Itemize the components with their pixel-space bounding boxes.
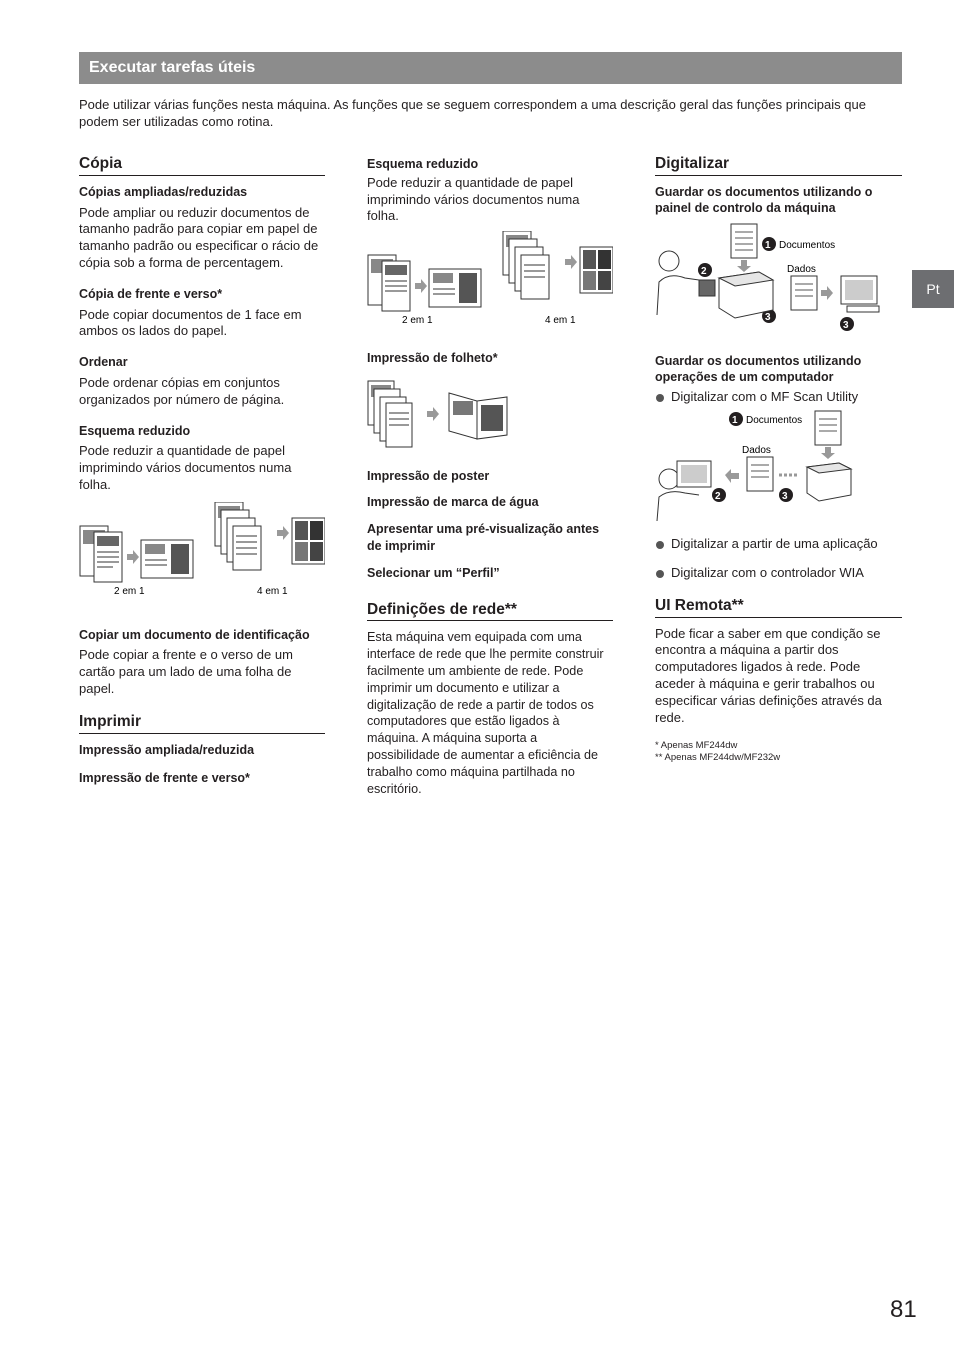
heading-imprimir: Imprimir [79, 714, 325, 734]
reduced-print-illustration [367, 231, 613, 331]
subheading: Impressão de marca de água [367, 495, 539, 510]
svg-text:3: 3 [843, 319, 849, 331]
paragraph: Pode copiar documentos de 1 face em ambos os lados do papel. [79, 306, 302, 339]
label-dados: Dados [742, 445, 771, 457]
svg-text:3: 3 [765, 311, 771, 323]
column-print-network [367, 156, 613, 811]
svg-text:2: 2 [715, 491, 721, 503]
heading-ui-remota: UI Remota** [655, 598, 902, 618]
label-4-em-1: 4 em 1 [257, 585, 288, 597]
subheading: Impressão de poster [367, 468, 490, 483]
page-number: 81 [890, 1296, 917, 1323]
subheading: Guardar os documentos utilizando operações de um computador [655, 353, 862, 384]
paragraph: Pode ampliar ou reduzir documentos de tamanho padrão para copiar em papel de tamanho padrão ou especificar o rácio de cópia sob a forma de percentagem. [79, 204, 319, 270]
booklet-illustration [367, 379, 613, 449]
bullet-item: Digitalizar a partir de uma aplicação [655, 536, 902, 553]
subheading: Guardar os documentos utilizando o painel de controlo da máquina [655, 184, 873, 215]
footnote: * Apenas MF244dw [655, 740, 738, 752]
two-in-one-figure [80, 526, 193, 597]
svg-text:1: 1 [732, 415, 738, 427]
four-in-one-figure [503, 231, 613, 326]
section-title: Executar tarefas úteis [89, 59, 256, 76]
four-in-one-figure [215, 502, 325, 597]
svg-text:2: 2 [701, 265, 707, 277]
subheading: Cópias ampliadas/reduzidas [79, 184, 248, 199]
subheading: Esquema reduzido [79, 423, 191, 438]
subheading: Impressão de frente e verso* [79, 771, 250, 786]
heading-digitalizar: Digitalizar [655, 156, 902, 176]
column-scan-remote [655, 156, 902, 764]
label-2-em-1: 2 em 1 [114, 585, 145, 597]
heading-definicoes-rede: Definições de rede** [367, 602, 613, 622]
language-tab: Pt [912, 270, 954, 308]
paragraph: Pode reduzir a quantidade de papel imprimindo vários documentos numa folha. [367, 174, 580, 224]
paragraph: Pode ficar a saber em que condição se encontra a máquina a partir dos computadores ligados à rede. Pode aceder à máquina e gerir trabalhos ou especificar várias definições através da rede. [655, 625, 882, 725]
scan-panel-illustration [655, 220, 902, 340]
subheading: Apresentar uma pré-visualização antes de imprimir [367, 522, 600, 553]
label-documentos: Documentos [746, 415, 803, 427]
paragraph: Pode ordenar cópias em conjuntos organizados por número de página. [79, 374, 285, 407]
label-2-em-1: 2 em 1 [402, 315, 433, 327]
svg-text:1: 1 [765, 239, 771, 251]
reduced-layout-illustration [79, 502, 325, 602]
paragraph: Pode reduzir a quantidade de papel imprimindo vários documentos numa folha. [79, 443, 292, 492]
two-in-one-figure [368, 255, 481, 326]
bullet-item: Digitalizar com o MF Scan Utility [655, 389, 902, 406]
subheading: Impressão ampliada/reduzida [79, 742, 255, 757]
subheading: Impressão de folheto* [367, 350, 498, 365]
subheading: Esquema reduzido [367, 157, 479, 171]
label-4-em-1: 4 em 1 [545, 315, 576, 327]
svg-text:3: 3 [782, 491, 788, 503]
bullet-item: Digitalizar com o controlador WIA [655, 565, 902, 582]
subheading: Selecionar um “Perfil” [367, 565, 500, 580]
label-dados: Dados [787, 263, 816, 275]
heading-copia: Cópia [79, 156, 325, 176]
scan-computer-illustration [655, 409, 902, 521]
paragraph: Pode copiar a frente e o verso de um cartão para um lado de uma folha de papel. [79, 647, 293, 696]
column-copy-print [79, 156, 325, 791]
label-documentos: Documentos [779, 239, 836, 251]
subheading: Copiar um documento de identificação [79, 627, 310, 642]
section-banner [79, 52, 902, 84]
intro-paragraph: Pode utilizar várias funções nesta máquina. As funções que se seguem correspondem a uma descrição geral das funções principais que podem ser utilizadas como rotina. [79, 97, 866, 129]
paragraph: Esta máquina vem equipada com uma interface de rede que lhe permite construir facilmente um ambiente de rede. Pode imprimir um documento e utilizar a digitalização de rede a partir de todos os computadores que estão ligados à máquina. A máquina suporta a possibilidade de aumentar a eficiência de trabalho como máquina partilhada no escritório. [367, 630, 604, 796]
subheading: Cópia de frente e verso* [79, 286, 223, 301]
subheading: Ordenar [79, 355, 128, 370]
footnote: ** Apenas MF244dw/MF232w [655, 752, 781, 764]
